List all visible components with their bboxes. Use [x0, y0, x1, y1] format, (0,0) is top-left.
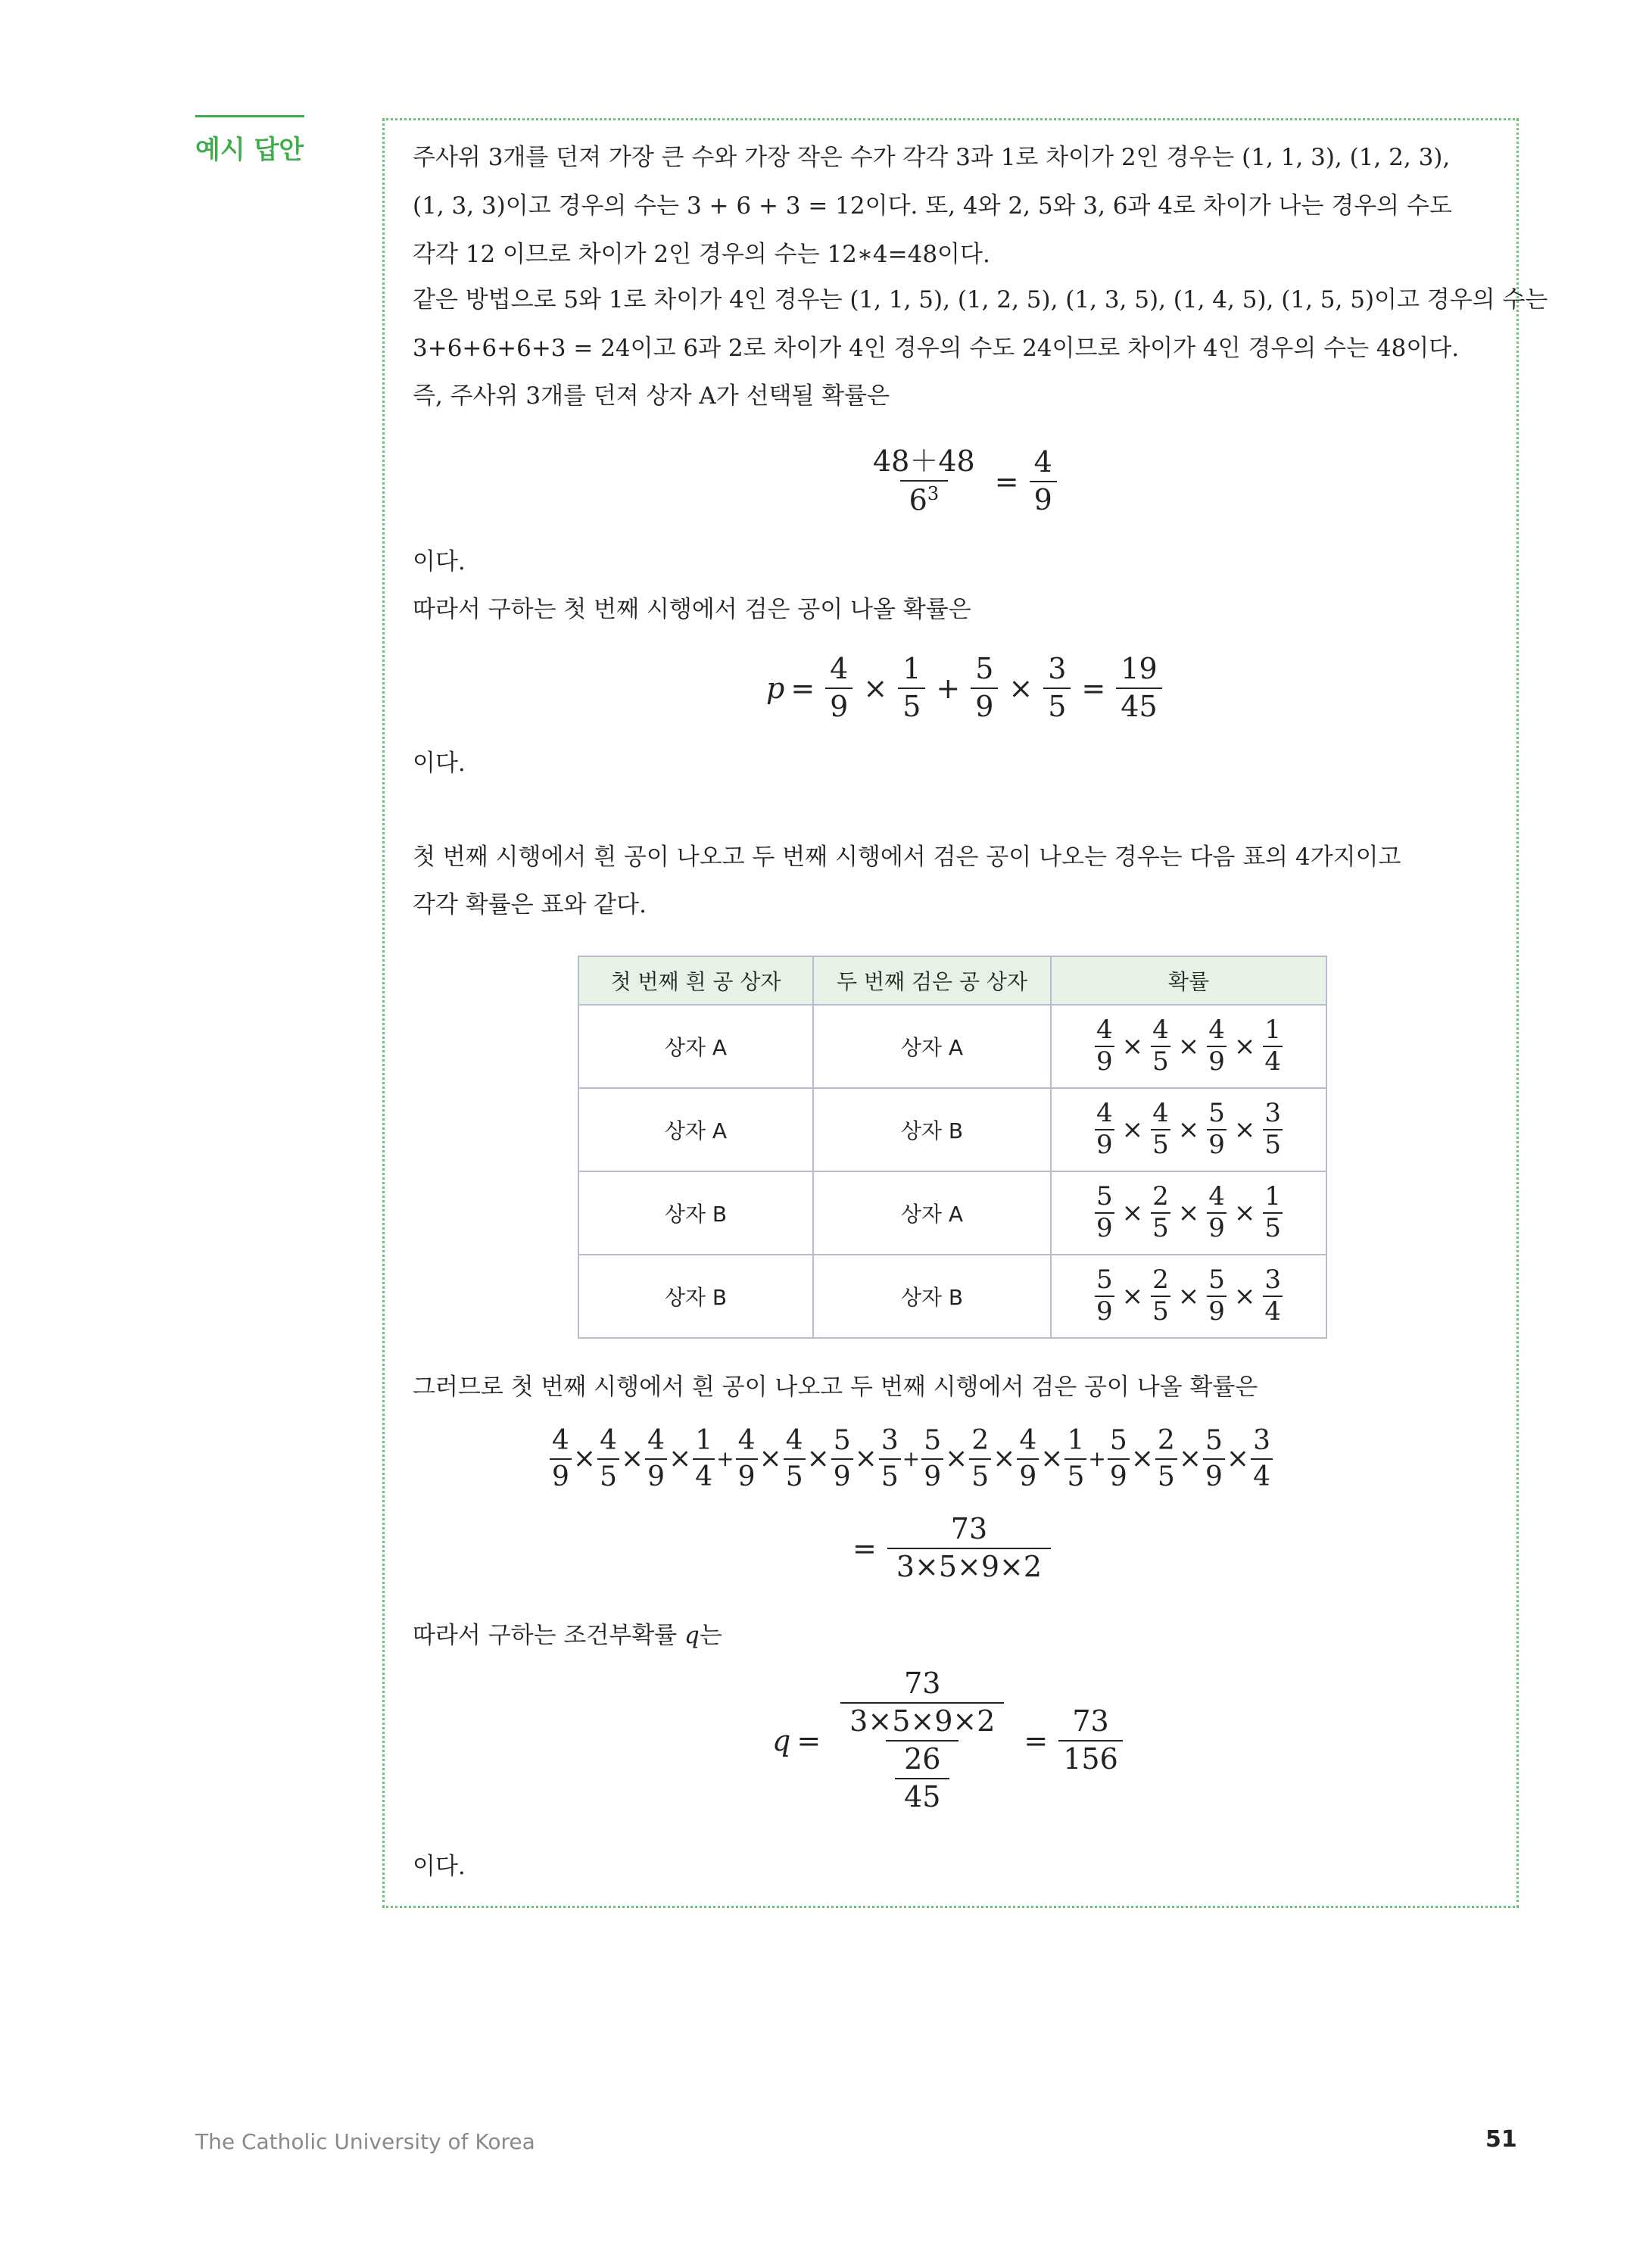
denominator: 5 — [1152, 1296, 1169, 1327]
numerator: 1 — [695, 1425, 713, 1456]
numerator: 4 — [1096, 1098, 1113, 1129]
equation-sum-result — [846, 1514, 1055, 1582]
numerator: 4 — [1152, 1015, 1169, 1046]
paragraph-7: 이다. — [413, 548, 466, 575]
fraction — [1151, 1183, 1170, 1242]
paragraph-13 — [413, 1620, 722, 1651]
fraction — [921, 1427, 943, 1492]
plus-sign: + — [1088, 1446, 1106, 1472]
cell-probability — [1051, 1255, 1326, 1338]
denominator: 3×5×9×2 — [887, 1548, 1051, 1582]
fraction — [831, 1427, 853, 1492]
times-sign: × — [1177, 1281, 1200, 1311]
numerator: 5 — [1096, 1181, 1113, 1212]
numerator: 3 — [881, 1425, 899, 1456]
numerator: 73 — [1072, 1704, 1109, 1738]
numerator: 2 — [1157, 1425, 1175, 1456]
numerator: 73 — [904, 1667, 941, 1700]
denominator: 9 — [971, 688, 998, 722]
fraction — [1203, 1427, 1225, 1492]
paragraph-12: 그러므로 첫 번째 시행에서 흰 공이 나오고 두 번째 시행에서 검은 공이 나올 확률은 — [413, 1374, 1258, 1401]
table-header-row — [578, 956, 1326, 1005]
denominator: 9 — [1208, 1046, 1225, 1077]
equals-sign: = — [1024, 1723, 1049, 1757]
denominator: 5 — [1152, 1046, 1169, 1077]
numerator: 4 — [1152, 1098, 1169, 1129]
denominator: 5 — [879, 1458, 901, 1492]
plus-sign: + — [936, 671, 961, 705]
numerator: 4 — [1096, 1015, 1113, 1046]
denominator: 4 — [1251, 1458, 1273, 1492]
paragraph-10: 첫 번째 시행에서 흰 공이 나오고 두 번째 시행에서 검은 공이 나오는 경우는 다음 표의 4가지이고 — [413, 843, 1401, 871]
numerator: 4 — [1019, 1425, 1037, 1456]
denominator: 5 — [597, 1458, 619, 1492]
numerator: 4 — [1033, 444, 1052, 479]
times-sign: × — [1130, 1443, 1154, 1475]
numerator: 73 — [950, 1512, 988, 1545]
den-exponent: 3 — [927, 482, 940, 504]
cell-first-box: 상자 B — [578, 1171, 813, 1255]
numerator: 2 — [1152, 1264, 1169, 1296]
equation-p — [766, 654, 1167, 722]
times-sign: × — [1226, 1443, 1250, 1475]
times-sign: × — [1121, 1115, 1144, 1145]
cell-probability — [1051, 1088, 1326, 1171]
times-sign: × — [1177, 1198, 1200, 1228]
numerator: 3 — [1264, 1098, 1282, 1129]
numerator: 3 — [1253, 1425, 1270, 1456]
denominator: 156 — [1058, 1740, 1123, 1775]
times-sign: × — [620, 1443, 644, 1475]
denominator: 9 — [921, 1458, 943, 1492]
denominator: 4 — [1264, 1296, 1282, 1327]
numerator: 4 — [737, 1425, 756, 1456]
times-sign: × — [993, 1443, 1016, 1475]
times-sign: × — [1233, 1031, 1256, 1062]
fraction — [597, 1427, 619, 1492]
paragraph-11: 각각 확률은 표와 같다. — [413, 891, 647, 918]
cell-second-box: 상자 B — [813, 1255, 1051, 1338]
fraction — [1207, 1017, 1227, 1075]
table-row — [578, 1171, 1326, 1255]
denominator: 45 — [895, 1778, 949, 1813]
paragraph-3: 각각 12 이므로 차이가 2인 경우의 수는 12∗4=48이다. — [413, 241, 990, 268]
equals-sign: = — [790, 671, 815, 705]
probability-table — [578, 956, 1327, 1339]
paragraph-14: 이다. — [413, 1853, 466, 1880]
times-sign: × — [1177, 1031, 1200, 1062]
table-row — [578, 1088, 1326, 1171]
denominator: 9 — [1208, 1296, 1225, 1327]
times-sign: × — [759, 1443, 782, 1475]
numerator: 1 — [1264, 1015, 1282, 1046]
denominator: 5 — [1155, 1458, 1177, 1492]
denominator: 9 — [736, 1458, 758, 1492]
text: 따라서 구하는 조건부확률 — [413, 1622, 684, 1649]
times-sign: × — [1121, 1031, 1144, 1062]
cell-probability — [1051, 1005, 1326, 1088]
denominator: 9 — [1108, 1458, 1130, 1492]
variable-q: q — [684, 1622, 700, 1649]
text: 는 — [699, 1622, 722, 1649]
fraction — [1263, 1183, 1283, 1242]
header-second-box: 두 번째 검은 공 상자 — [813, 956, 1051, 1005]
numerator: 4 — [785, 1425, 803, 1456]
fraction — [1095, 1183, 1114, 1242]
paragraph-8: 따라서 구하는 첫 번째 시행에서 검은 공이 나올 확률은 — [413, 596, 971, 623]
cell-second-box: 상자 A — [813, 1171, 1051, 1255]
fraction — [864, 444, 984, 517]
plus-sign: + — [716, 1446, 734, 1472]
times-sign: × — [1121, 1198, 1144, 1228]
denominator: 9 — [1030, 481, 1057, 516]
times-sign: × — [1233, 1198, 1256, 1228]
fraction — [1095, 1017, 1114, 1075]
fraction — [879, 1427, 901, 1492]
numerator — [831, 1669, 1013, 1740]
den-base: 6 — [909, 483, 927, 517]
numerator: 1 — [1067, 1425, 1085, 1456]
denominator: 4 — [1264, 1046, 1282, 1077]
fraction — [1030, 444, 1057, 516]
header-probability: 확률 — [1051, 956, 1326, 1005]
denominator: 5 — [969, 1458, 991, 1492]
probability-expression — [1093, 1264, 1284, 1327]
denominator: 9 — [1096, 1213, 1113, 1243]
numerator: 4 — [600, 1425, 617, 1456]
numerator: 26 — [904, 1742, 941, 1776]
cell-second-box: 상자 A — [813, 1005, 1051, 1088]
denominator — [886, 1740, 958, 1813]
fraction — [1207, 1264, 1227, 1327]
header-first-box: 첫 번째 흰 공 상자 — [578, 956, 813, 1005]
denominator: 9 — [1017, 1458, 1039, 1492]
paragraph-9: 이다. — [413, 750, 466, 777]
denominator: 9 — [1096, 1296, 1113, 1327]
section-label: 예시 답안 — [195, 135, 304, 165]
times-sign: × — [1040, 1443, 1064, 1475]
denominator: 9 — [550, 1458, 572, 1492]
fraction — [1251, 1427, 1273, 1492]
numerator: 4 — [1208, 1015, 1225, 1046]
times-sign: × — [1008, 671, 1033, 705]
fraction — [736, 1427, 758, 1492]
times-sign: × — [669, 1443, 692, 1475]
fraction — [969, 1427, 991, 1492]
fraction — [1207, 1183, 1227, 1242]
paragraph-1: 주사위 3개를 던져 가장 큰 수와 가장 작은 수가 각각 3과 1로 차이가 2인 경우는 (1, 1, 3), (1, 2, 3), — [413, 144, 1451, 171]
times-sign: × — [863, 671, 888, 705]
denominator: 45 — [1116, 688, 1161, 722]
denominator: 5 — [898, 688, 925, 722]
equals-sign: = — [1081, 671, 1106, 705]
numerator: 5 — [1205, 1425, 1223, 1456]
cell-probability — [1051, 1171, 1326, 1255]
times-sign: × — [1233, 1281, 1256, 1311]
numerator: 4 — [647, 1425, 665, 1456]
numerator: 3 — [1048, 652, 1067, 685]
fraction — [784, 1427, 806, 1492]
numerator: 4 — [830, 652, 849, 685]
variable-p: p — [766, 671, 785, 705]
numerator: 4 — [552, 1425, 569, 1456]
compound-fraction — [831, 1669, 1013, 1813]
denominator: 5 — [1264, 1213, 1282, 1243]
fraction — [1263, 1017, 1283, 1075]
fraction — [1064, 1427, 1086, 1492]
paragraph-5: 3+6+6+6+3 = 24이고 6과 2로 차이가 4인 경우의 수도 24이므로 차이가 4인 경우의 수는 48이다. — [413, 335, 1460, 362]
cell-first-box: 상자 B — [578, 1255, 813, 1338]
numerator: 5 — [833, 1425, 851, 1456]
fraction — [1207, 1100, 1227, 1158]
denominator: 4 — [693, 1458, 715, 1492]
times-sign: × — [1178, 1443, 1202, 1475]
table-row — [578, 1255, 1326, 1338]
paragraph-2: (1, 3, 3)이고 경우의 수는 3 + 6 + 3 = 12이다. 또, 4와 2, 5와 3, 6과 4로 차이가 나는 경우의 수도 — [413, 192, 1452, 220]
times-sign: × — [1121, 1281, 1144, 1311]
times-sign: × — [945, 1443, 968, 1475]
denominator: 9 — [1203, 1458, 1225, 1492]
denominator: 5 — [1064, 1458, 1086, 1492]
numerator: 2 — [1152, 1181, 1169, 1212]
numerator: 5 — [1109, 1425, 1127, 1456]
section-label-rule — [195, 115, 304, 117]
numerator: 3 — [1264, 1264, 1282, 1296]
denominator — [900, 480, 948, 516]
times-sign: × — [806, 1443, 830, 1475]
equation-prob-a — [859, 444, 1061, 517]
probability-expression — [1093, 1017, 1284, 1075]
fraction — [1017, 1427, 1039, 1492]
denominator: 5 — [1152, 1213, 1169, 1243]
variable-q: q — [772, 1723, 791, 1757]
cell-first-box: 상자 A — [578, 1005, 813, 1088]
denominator: 9 — [1096, 1130, 1113, 1160]
equation-sum — [549, 1427, 1273, 1492]
fraction — [1095, 1100, 1114, 1158]
fraction — [645, 1427, 667, 1492]
fraction — [1263, 1264, 1283, 1327]
denominator: 9 — [831, 1458, 853, 1492]
numerator: 19 — [1121, 652, 1158, 685]
equation-q — [772, 1669, 1127, 1813]
times-sign: × — [572, 1443, 597, 1475]
cell-first-box: 상자 A — [578, 1088, 813, 1171]
denominator: 5 — [1264, 1130, 1282, 1160]
numerator: 2 — [971, 1425, 990, 1456]
times-sign: × — [1233, 1115, 1256, 1145]
denominator: 3×5×9×2 — [840, 1702, 1004, 1737]
numerator: 48＋48 — [873, 444, 975, 478]
denominator: 9 — [825, 688, 852, 722]
fraction — [1151, 1264, 1170, 1327]
denominator: 9 — [645, 1458, 667, 1492]
fraction — [1095, 1264, 1114, 1327]
fraction — [1151, 1017, 1170, 1075]
equals-sign: = — [796, 1723, 821, 1757]
probability-expression — [1093, 1183, 1284, 1242]
numerator: 5 — [924, 1425, 942, 1456]
numerator: 5 — [1096, 1264, 1113, 1296]
paragraph-4: 같은 방법으로 5와 1로 차이가 4인 경우는 (1, 1, 5), (1, 2, 5), (1, 3, 5), (1, 4, 5), (1, 5, 5)이고 경우의 수는 — [413, 286, 1548, 313]
fraction — [693, 1427, 715, 1492]
fraction — [1263, 1100, 1283, 1158]
times-sign: × — [1177, 1115, 1200, 1145]
numerator: 5 — [975, 652, 994, 685]
denominator: 5 — [1043, 688, 1071, 722]
denominator: 9 — [1208, 1130, 1225, 1160]
numerator: 5 — [1208, 1264, 1225, 1296]
denominator: 9 — [1096, 1046, 1113, 1077]
numerator: 4 — [1208, 1181, 1225, 1212]
fraction — [1108, 1427, 1130, 1492]
fraction — [550, 1427, 572, 1492]
fraction — [1155, 1427, 1177, 1492]
footer-university: The Catholic University of Korea — [195, 2129, 535, 2154]
numerator: 1 — [902, 652, 921, 685]
denominator: 5 — [784, 1458, 806, 1492]
fraction — [1151, 1100, 1170, 1158]
paragraph-6: 즉, 주사위 3개를 던져 상자 A가 선택될 확률은 — [413, 382, 890, 410]
cell-second-box: 상자 B — [813, 1088, 1051, 1171]
numerator: 5 — [1208, 1098, 1225, 1129]
denominator: 9 — [1208, 1213, 1225, 1243]
page-number: 51 — [1485, 2126, 1517, 2153]
plus-sign: + — [902, 1446, 921, 1472]
numerator: 1 — [1264, 1181, 1282, 1212]
times-sign: × — [854, 1443, 877, 1475]
probability-expression — [1093, 1100, 1284, 1158]
denominator: 5 — [1152, 1130, 1169, 1160]
table-row — [578, 1005, 1326, 1088]
equals-sign: = — [994, 464, 1019, 498]
equals-sign: = — [852, 1531, 877, 1565]
